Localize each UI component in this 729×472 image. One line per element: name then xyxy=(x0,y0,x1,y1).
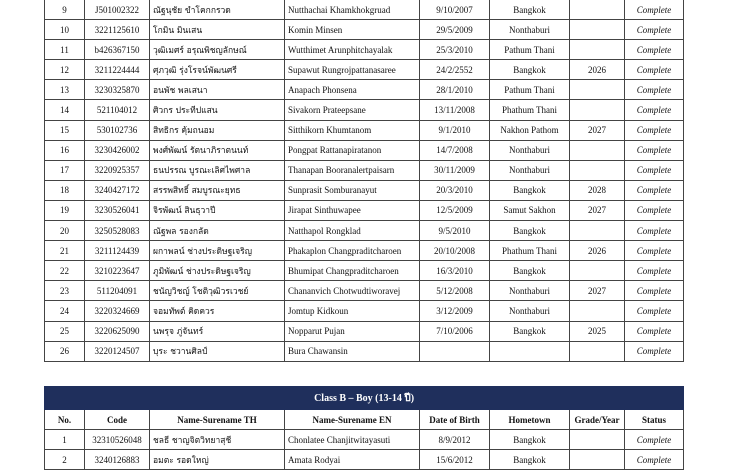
cell-hometown: Bangkok xyxy=(490,430,570,450)
cell-code: 3220625090 xyxy=(85,321,150,341)
cell-name-en: Jomtup Kidkoun xyxy=(285,301,420,321)
table-row xyxy=(45,0,684,20)
cell-name-th: ผกาพลน์ ช่างประดิษฐเจริญ xyxy=(150,241,285,261)
cell-hometown: Bangkok xyxy=(490,60,570,80)
cell-no: 10 xyxy=(45,20,85,40)
cell-name-th: สรรพสิทธิ์ สมบูรณะยุทธ xyxy=(150,180,285,200)
table-row xyxy=(45,140,684,160)
cell-code: 3220324669 xyxy=(85,301,150,321)
cell-dob: 29/5/2009 xyxy=(420,20,490,40)
cell-grade xyxy=(570,20,625,40)
cell-grade: 2025 xyxy=(570,321,625,341)
cell-name-th: จอมทัพต์ คิดควร xyxy=(150,301,285,321)
cell-no: 15 xyxy=(45,120,85,140)
cell-dob: 8/9/2012 xyxy=(420,430,490,450)
cell-dob: 15/6/2012 xyxy=(420,450,490,470)
col-header-hometown: Hometown xyxy=(490,410,570,430)
cell-name-en: Natthapol Rongklad xyxy=(285,221,420,241)
cell-dob xyxy=(420,341,490,361)
cell-name-th: ธนปรรณ บูรณะเลิศไพศาล xyxy=(150,160,285,180)
cell-name-en: Sitthikorn Khumtanom xyxy=(285,120,420,140)
cell-dob: 30/11/2009 xyxy=(420,160,490,180)
col-header-code: Code xyxy=(85,410,150,430)
cell-grade xyxy=(570,301,625,321)
table-row xyxy=(45,281,684,301)
cell-dob: 24/2/2552 xyxy=(420,60,490,80)
cell-no: 17 xyxy=(45,160,85,180)
cell-status: Complete xyxy=(625,120,684,140)
cell-name-en: Anapach Phonsena xyxy=(285,80,420,100)
cell-no: 22 xyxy=(45,261,85,281)
cell-name-en: Supawut Rungrojpattanasaree xyxy=(285,60,420,80)
cell-hometown: Phathum Thani xyxy=(490,100,570,120)
cell-dob: 3/12/2009 xyxy=(420,301,490,321)
table-row xyxy=(45,241,684,261)
cell-name-en: Sunprasit Somburanayut xyxy=(285,180,420,200)
cell-dob: 9/1/2010 xyxy=(420,120,490,140)
cell-grade: 2026 xyxy=(570,241,625,261)
table-row xyxy=(45,20,684,40)
cell-dob: 20/3/2010 xyxy=(420,180,490,200)
cell-code: 3240427172 xyxy=(85,180,150,200)
cell-hometown: Phathum Thani xyxy=(490,241,570,261)
cell-dob: 5/12/2008 xyxy=(420,281,490,301)
table-row xyxy=(45,60,684,80)
cell-code: 3220124507 xyxy=(85,341,150,361)
cell-no: 19 xyxy=(45,200,85,220)
cell-dob: 28/1/2010 xyxy=(420,80,490,100)
cell-name-en: Jirapat Sinthuwapee xyxy=(285,200,420,220)
cell-grade: 2027 xyxy=(570,120,625,140)
table-title: Class B – Boy (13-14 ปี) xyxy=(45,387,684,410)
cell-dob: 9/10/2007 xyxy=(420,0,490,20)
table-row xyxy=(45,80,684,100)
col-header-grade: Grade/Year xyxy=(570,410,625,430)
cell-dob: 9/5/2010 xyxy=(420,221,490,241)
cell-no: 16 xyxy=(45,140,85,160)
cell-name-th: โกมิน มินเสน xyxy=(150,20,285,40)
cell-grade xyxy=(570,160,625,180)
cell-status: Complete xyxy=(625,241,684,261)
cell-code: 3210223647 xyxy=(85,261,150,281)
cell-status: Complete xyxy=(625,40,684,60)
cell-name-en: Wutthimet Arunphitchayalak xyxy=(285,40,420,60)
cell-name-th: ชลธี ชาญจิตวิทยาสุชี xyxy=(150,430,285,450)
cell-no: 9 xyxy=(45,0,85,20)
table-row xyxy=(45,160,684,180)
cell-name-en: Chonlatee Chanjitwitayasuti xyxy=(285,430,420,450)
cell-code: 3230526041 xyxy=(85,200,150,220)
cell-hometown: Bangkok xyxy=(490,0,570,20)
cell-status: Complete xyxy=(625,221,684,241)
table-row xyxy=(45,430,684,450)
cell-no: 14 xyxy=(45,100,85,120)
table-row xyxy=(45,301,684,321)
cell-code: 32310526048 xyxy=(85,430,150,450)
cell-code: J501002322 xyxy=(85,0,150,20)
cell-grade xyxy=(570,341,625,361)
cell-name-th: ชนัญวิชญ์ โชติวุฒิวรเวชย์ xyxy=(150,281,285,301)
cell-code: 3211224444 xyxy=(85,60,150,80)
cell-grade xyxy=(570,80,625,100)
cell-code: 511204091 xyxy=(85,281,150,301)
cell-status: Complete xyxy=(625,140,684,160)
cell-name-en: Komin Minsen xyxy=(285,20,420,40)
col-header-status: Status xyxy=(625,410,684,430)
cell-name-th: ณัฐพล รองกลัด xyxy=(150,221,285,241)
cell-name-th: ณัฐนุชัย ขำโคกกรวด xyxy=(150,0,285,20)
cell-grade xyxy=(570,221,625,241)
cell-code: 3250528083 xyxy=(85,221,150,241)
cell-status: Complete xyxy=(625,261,684,281)
cell-status: Complete xyxy=(625,160,684,180)
cell-name-th: วุฒิเมศร์ อรุณพิชญลักษณ์ xyxy=(150,40,285,60)
cell-hometown: Samut Sakhon xyxy=(490,200,570,220)
cell-grade: 2026 xyxy=(570,60,625,80)
cell-name-en: Chananvich Chotwudtiworavej xyxy=(285,281,420,301)
cell-no: 11 xyxy=(45,40,85,60)
cell-code: 3220925357 xyxy=(85,160,150,180)
cell-name-en: Bhumipat Changpraditcharoen xyxy=(285,261,420,281)
cell-no: 26 xyxy=(45,341,85,361)
cell-status: Complete xyxy=(625,281,684,301)
col-header-dob: Date of Birth xyxy=(420,410,490,430)
cell-name-th: พงศ์พัฒน์ รัตนาภิราตนนท์ xyxy=(150,140,285,160)
cell-status: Complete xyxy=(625,321,684,341)
cell-grade xyxy=(570,430,625,450)
cell-status: Complete xyxy=(625,430,684,450)
cell-name-en: Pongpat Rattanapiratanon xyxy=(285,140,420,160)
cell-code: 530102736 xyxy=(85,120,150,140)
cell-hometown: Nonthaburi xyxy=(490,281,570,301)
cell-dob: 16/3/2010 xyxy=(420,261,490,281)
cell-status: Complete xyxy=(625,100,684,120)
cell-no: 13 xyxy=(45,80,85,100)
cell-grade: 2027 xyxy=(570,200,625,220)
cell-grade xyxy=(570,100,625,120)
cell-status: Complete xyxy=(625,0,684,20)
cell-name-en: Phakaplon Changpraditcharoen xyxy=(285,241,420,261)
cell-name-th: สิทธิกร คุ้มถนอม xyxy=(150,120,285,140)
cell-name-th: อนพัช พลเสนา xyxy=(150,80,285,100)
cell-no: 23 xyxy=(45,281,85,301)
cell-no: 20 xyxy=(45,221,85,241)
cell-code: 521104012 xyxy=(85,100,150,120)
cell-name-en: Amata Rodyai xyxy=(285,450,420,470)
cell-code: 3221125610 xyxy=(85,20,150,40)
cell-status: Complete xyxy=(625,80,684,100)
cell-name-th: ภูมิพัฒน์ ช่างประดิษฐเจริญ xyxy=(150,261,285,281)
cell-status: Complete xyxy=(625,301,684,321)
cell-no: 25 xyxy=(45,321,85,341)
table-row xyxy=(45,341,684,361)
cell-code: b426367150 xyxy=(85,40,150,60)
cell-grade xyxy=(570,40,625,60)
cell-name-th: อมตะ รอดใหญ่ xyxy=(150,450,285,470)
cell-hometown: Nonthaburi xyxy=(490,301,570,321)
cell-grade: 2027 xyxy=(570,281,625,301)
cell-hometown: Nonthaburi xyxy=(490,140,570,160)
cell-dob: 25/3/2010 xyxy=(420,40,490,60)
cell-name-th: จิรพัฒน์ สินธุวาปี xyxy=(150,200,285,220)
table-row xyxy=(45,120,684,140)
table-row xyxy=(45,450,684,470)
cell-name-th: ศุภวุฒิ รุ่งโรจน์พัฒนศรี xyxy=(150,60,285,80)
cell-name-th: บุระ ชวานศิลป์ xyxy=(150,341,285,361)
cell-no: 2 xyxy=(45,450,85,470)
cell-hometown: Bangkok xyxy=(490,180,570,200)
cell-hometown: Nonthaburi xyxy=(490,20,570,40)
cell-no: 18 xyxy=(45,180,85,200)
class-b-boy-table xyxy=(44,386,684,470)
cell-no: 1 xyxy=(45,430,85,450)
cell-status: Complete xyxy=(625,60,684,80)
col-header-name-en: Name-Surename EN xyxy=(285,410,420,430)
cell-name-th: ศิวกร ประทีปแสน xyxy=(150,100,285,120)
cell-hometown: Nakhon Pathom xyxy=(490,120,570,140)
col-header-name-th: Name-Surename TH xyxy=(150,410,285,430)
cell-name-en: Thanapan Booranalertpaisarn xyxy=(285,160,420,180)
table-row xyxy=(45,261,684,281)
cell-status: Complete xyxy=(625,200,684,220)
cell-dob: 14/7/2008 xyxy=(420,140,490,160)
cell-no: 24 xyxy=(45,301,85,321)
cell-hometown: Bangkok xyxy=(490,450,570,470)
cell-name-en: Nutthachai Khamkhokgruad xyxy=(285,0,420,20)
cell-status: Complete xyxy=(625,450,684,470)
table-row xyxy=(45,180,684,200)
table-row xyxy=(45,100,684,120)
cell-grade xyxy=(570,261,625,281)
cell-status: Complete xyxy=(625,180,684,200)
table-row xyxy=(45,40,684,60)
cell-status: Complete xyxy=(625,20,684,40)
table-row xyxy=(45,221,684,241)
cell-name-en: Sivakorn Prateepsane xyxy=(285,100,420,120)
table-row xyxy=(45,321,684,341)
cell-hometown: Nonthaburi xyxy=(490,160,570,180)
cell-no: 12 xyxy=(45,60,85,80)
cell-name-en: Nopparut Pujan xyxy=(285,321,420,341)
class-a-continued-table xyxy=(44,0,684,362)
cell-hometown xyxy=(490,341,570,361)
cell-hometown: Pathum Thani xyxy=(490,40,570,60)
cell-grade xyxy=(570,450,625,470)
cell-hometown: Pathum Thani xyxy=(490,80,570,100)
cell-code: 3211124439 xyxy=(85,241,150,261)
cell-no: 21 xyxy=(45,241,85,261)
cell-dob: 12/5/2009 xyxy=(420,200,490,220)
cell-name-en: Bura Chawansin xyxy=(285,341,420,361)
cell-status: Complete xyxy=(625,341,684,361)
cell-grade xyxy=(570,140,625,160)
cell-code: 3240126883 xyxy=(85,450,150,470)
cell-code: 3230426002 xyxy=(85,140,150,160)
cell-hometown: Bangkok xyxy=(490,321,570,341)
cell-dob: 7/10/2006 xyxy=(420,321,490,341)
cell-name-th: นพรุจ ภู่จันทร์ xyxy=(150,321,285,341)
cell-grade xyxy=(570,0,625,20)
table-row xyxy=(45,200,684,220)
cell-code: 3230325870 xyxy=(85,80,150,100)
cell-dob: 20/10/2008 xyxy=(420,241,490,261)
cell-grade: 2028 xyxy=(570,180,625,200)
cell-hometown: Bangkok xyxy=(490,221,570,241)
cell-dob: 13/11/2008 xyxy=(420,100,490,120)
col-header-no: No. xyxy=(45,410,85,430)
cell-hometown: Bangkok xyxy=(490,261,570,281)
